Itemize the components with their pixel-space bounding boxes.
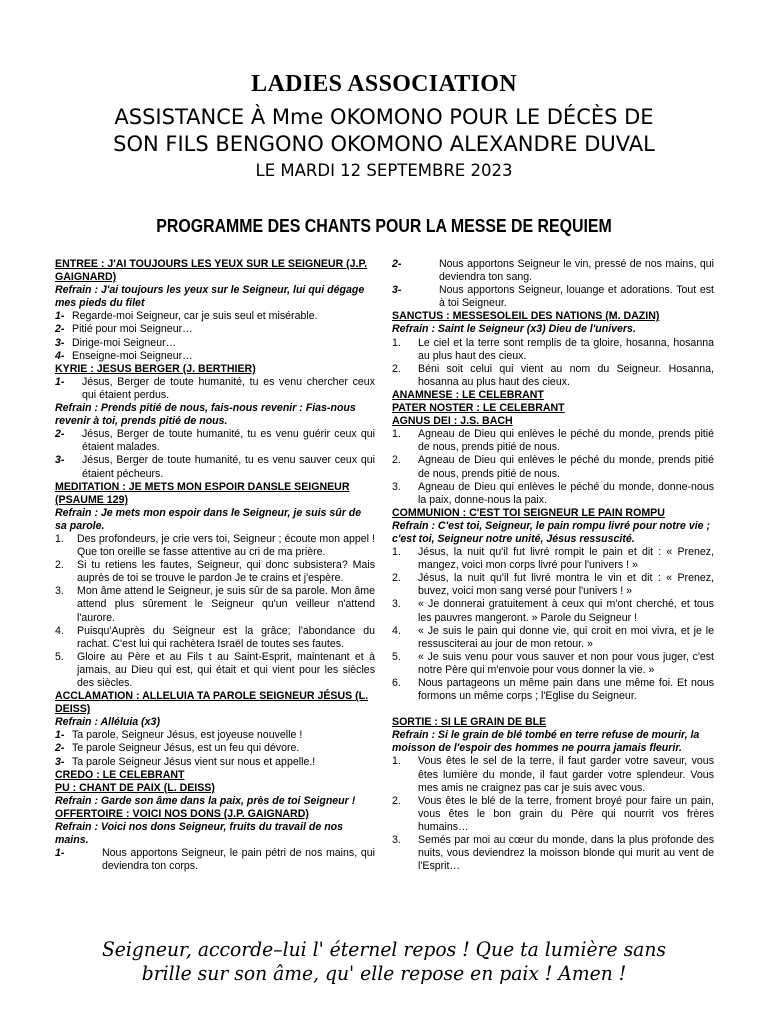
list-item	[55, 454, 375, 480]
item-text: Agneau de Dieu qui enlèves le péché du monde, donne-nous la paix, donne-nous la paix.	[418, 480, 714, 506]
list-item	[392, 337, 714, 363]
item-text: Ta parole Seigneur Jésus vient sur nous et appelle.!	[72, 755, 316, 768]
item-number: 1-	[55, 375, 65, 388]
item-number: 4-	[55, 349, 65, 362]
assistance-line-2: SON FILS BENGONO OKOMONO ALEXANDRE DUVAL	[113, 132, 655, 156]
item-number: 3-	[392, 284, 402, 297]
item-text: Si tu retiens les fautes, Seigneur, qui donc subsistera? Mais auprès de toi se trouve le pardon Je te crains et j'espère.	[77, 559, 375, 585]
item-number: 2-	[55, 742, 65, 755]
section-heading: PU : CHANT DE PAIX (L. DEISS)	[55, 781, 215, 794]
section-heading: MEDITATION : JE METS MON ESPOIR DANSLE SEIGNEUR (PSAUME 129)	[55, 480, 350, 506]
item-number: 3-	[55, 755, 65, 768]
item-text: Jésus, Berger de toute humanité, tu es venu sauver ceux qui étaient pécheurs.	[82, 454, 375, 480]
item-number: 2-	[55, 323, 65, 336]
list-item	[392, 481, 714, 507]
item-number: 1-	[55, 729, 65, 742]
item-text: Agneau de Dieu qui enlèves le péché du monde, prends pitié de nous, prends pitié de nous.	[418, 454, 714, 480]
list-item	[392, 572, 714, 598]
item-number: 2.	[392, 572, 401, 585]
list-item	[55, 625, 375, 651]
item-number: 1-	[55, 310, 65, 323]
item-number: 6.	[392, 677, 401, 689]
item-number: 1.	[392, 336, 401, 349]
list-item	[392, 651, 714, 677]
section-offertoire-continued	[392, 258, 714, 310]
list-item	[392, 834, 714, 873]
section-heading: ENTREE : J'AI TOUJOURS LES YEUX SUR LE SEIGNEUR (J.P. GAIGNARD)	[55, 258, 368, 284]
list-item	[55, 323, 375, 336]
item-text: Mon âme attend le Seigneur, je suis sûr de sa parole. Mon âme attend plus sûrement le Seigneur qu'un veilleur n'attend l'aurore.	[77, 585, 375, 624]
list-item	[55, 847, 375, 873]
item-number: 2.	[392, 794, 401, 807]
section-anamnese-heading: ANAMNESE : LE CELEBRANT	[392, 388, 544, 401]
item-text: Béni soit celui qui vient au nom du Seigneur. Hosanna, hosanna au plus haut des cieux.	[418, 362, 714, 388]
item-text: Nous apportons Seigneur, le pain pétri de nos mains, qui deviendra ton corps.	[102, 847, 375, 873]
section-agnus	[392, 415, 714, 507]
list-item	[392, 546, 714, 572]
item-text: Enseigne-moi Seigneur…	[72, 349, 193, 362]
list-item	[55, 533, 375, 559]
item-text: « Je suis venu pour vous sauver et non pour vous juger, c'est notre Père qui m'envoie pour vous donner la vie. »	[418, 650, 714, 676]
item-number: 3.	[392, 598, 401, 611]
list-item	[392, 363, 714, 389]
item-text: « Je donnerai gratuitement à ceux qui m'ont cherché, et tous les pauvres mangeront. » Parole du Seigneur !	[418, 598, 714, 624]
refrain: Refrain : Je mets mon espoir dans le Seigneur, je suis sûr de sa parole.	[55, 506, 362, 532]
item-number: 1.	[55, 532, 64, 545]
item-text: Nous apportons Seigneur le vin, pressé de nos mains, qui deviendra ton sang.	[439, 258, 714, 284]
item-text: Jésus, la nuit qu'il fut livré rompit le pain et dit : « Prenez, mangez, voici mon corps livré pour l'univers ! »	[418, 546, 714, 572]
list-item	[392, 755, 714, 794]
list-item	[55, 651, 375, 690]
item-text: Dirige-moi Seigneur…	[72, 336, 177, 349]
refrain: Refrain : Garde son âme dans la paix, près de toi Seigneur !	[55, 794, 356, 807]
section-heading: SANCTUS : MESSESOLEIL DES NATIONS (M. DAZIN)	[392, 310, 660, 323]
item-number: 4.	[55, 624, 64, 637]
list-item	[392, 284, 714, 310]
assistance-line-1: ASSISTANCE À Mme OKOMONO POUR LE DÉCÈS DE	[114, 105, 654, 129]
list-item	[55, 756, 375, 769]
list-item	[392, 258, 714, 284]
item-number: 2.	[55, 559, 64, 572]
item-number: 5.	[392, 650, 401, 663]
section-heading: SORTIE : SI LE GRAIN DE BLE	[392, 716, 547, 729]
refrain: Refrain : Prends pitié de nous, fais-nous revenir : Fias-nous revenir à toi, prends pitié de nous.	[55, 402, 356, 428]
list-item	[55, 337, 375, 350]
right-column	[392, 258, 714, 873]
programme-title: PROGRAMME DES CHANTS POUR LA MESSE DE REQUIEM	[156, 215, 612, 236]
item-text: Vous êtes le sel de la terre, il faut garder votre saveur, vous êtes lumière du monde, il faut garder votre splendeur. Vous mes amis ne craignez pas car je suis avec vous.	[418, 755, 714, 794]
section-sortie	[392, 716, 714, 873]
item-text: Regarde-moi Seigneur, car je suis seul et misérable.	[72, 310, 318, 323]
item-number: 4.	[392, 624, 401, 637]
closing-prayer-line-2: brille sur son âme, qu' elle repose en paix ! Amen !	[141, 962, 627, 985]
list-item	[55, 310, 375, 323]
item-text: Gloire au Père et au Fils t au Saint-Esprit, maintenant et à jamais, au Dieu qui est, qui était et qui vient pour les siècles des siècles.	[77, 650, 375, 689]
item-text: Jésus, Berger de toute humanité, tu es venu chercher ceux qui étaient perdus.	[82, 375, 375, 401]
assistance-heading	[0, 104, 768, 158]
refrain: Refrain : Voici nos dons Seigneur, fruits du travail de nos mains.	[55, 821, 344, 847]
item-number: 3.	[392, 480, 401, 493]
item-text: Puisqu'Auprès du Seigneur est la grâce; l'abondance du rachat. C'est lui qui rachètera Israël de toutes ses fautes.	[77, 624, 375, 650]
item-text: Vous êtes le blé de la terre, froment broyé pour faire un pain, vous êtes le bon grain du Père qui nourrit vos frères humains…	[418, 794, 714, 833]
item-number: 3.	[55, 585, 64, 598]
section-heading: KYRIE : JESUS BERGER (J. BERTHIER)	[55, 362, 256, 375]
item-text: Des profondeurs, je crie vers toi, Seigneur ; écoute mon appel ! Que ton oreille se fasse attentive au cri de ma prière.	[77, 532, 375, 559]
section-heading: COMMUNION : C'EST TOI SEIGNEUR LE PAIN ROMPU	[392, 506, 665, 519]
item-text: Ta parole, Seigneur Jésus, est joyeuse nouvelle !	[72, 729, 303, 742]
item-text: Jésus, la nuit qu'il fut livré montra le vin et dit : « Prenez, buvez, voici mon sang versé pour l'univers ! »	[418, 572, 714, 598]
section-meditation	[55, 481, 375, 691]
item-number: 2.	[392, 454, 401, 467]
left-column	[55, 258, 375, 873]
item-text: Jésus, Berger de toute humanité, tu es venu guérir ceux qui étaient malades.	[82, 428, 375, 454]
section-entree	[55, 258, 375, 363]
list-item	[55, 742, 375, 755]
list-item	[392, 625, 714, 651]
spacer	[392, 703, 714, 716]
list-item	[55, 376, 375, 402]
item-number: 2-	[55, 428, 65, 441]
item-text: Agneau de Dieu qui enlèves le péché du monde, prends pitié de nous, prends pitié de nous.	[418, 428, 714, 454]
refrain: Refrain : C'est toi, Seigneur, le pain rompu livré pour notre vie ; c'est toi, Seigneur notre unité, Jésus ressuscité.	[392, 519, 711, 545]
item-number: 1-	[55, 847, 65, 860]
item-number: 3-	[55, 336, 65, 349]
section-credo-heading: CREDO : LE CELEBRANT	[55, 768, 185, 781]
item-text: Te parole Seigneur Jésus, est un feu qui dévore.	[72, 742, 300, 755]
section-offertoire	[55, 808, 375, 873]
list-item	[392, 454, 714, 480]
list-item	[55, 729, 375, 742]
section-pater-heading: PATER NOSTER : LE CELEBRANT	[392, 402, 565, 415]
refrain: Refrain : Saint le Seigneur (x3) Dieu de l'univers.	[392, 323, 636, 336]
item-text: Le ciel et la terre sont remplis de ta gloire, hosanna, hosanna au plus haut des cieux.	[418, 336, 714, 362]
item-number: 5.	[55, 650, 64, 663]
section-heading: AGNUS DEI : J.S. BACH	[392, 415, 513, 428]
list-item	[55, 559, 375, 585]
list-item	[392, 428, 714, 454]
section-kyrie	[55, 363, 375, 481]
list-item	[55, 585, 375, 624]
item-number: 3-	[55, 454, 65, 467]
section-pu	[55, 782, 375, 808]
section-sanctus	[392, 310, 714, 389]
item-number: 2.	[392, 362, 401, 375]
list-item	[392, 677, 714, 703]
item-number: 1.	[392, 428, 401, 441]
item-text: Nous apportons Seigneur, louange et adorations. Tout est à toi Seigneur.	[439, 284, 714, 310]
list-item	[392, 598, 714, 624]
list-item	[55, 350, 375, 363]
association-title: LADIES ASSOCIATION	[251, 71, 517, 97]
refrain: Refrain : Alléluia (x3)	[55, 716, 160, 729]
item-number: 3.	[392, 834, 401, 847]
event-date: LE MARDI 12 SEPTEMBRE 2023	[255, 161, 513, 180]
closing-prayer	[15, 938, 752, 986]
list-item	[392, 795, 714, 834]
item-number: 2-	[392, 258, 402, 270]
list-item	[55, 428, 375, 454]
item-number: 1.	[392, 546, 401, 559]
section-communion	[392, 507, 714, 703]
section-heading: ACCLAMATION : ALLELUIA TA PAROLE SEIGNEUR JÉSUS (L. DEISS)	[55, 690, 369, 716]
item-text: Nous partageons un même pain dans une même foi. Et nous formons un même corps ; l'Eglise du Seigneur.	[418, 677, 714, 703]
item-text: Semés par moi au cœur du monde, dans la plus profonde des nuits, vous deviendrez la moisson blonde qui murit au vent de l'Esprit…	[418, 834, 714, 873]
refrain: Refrain : Si le grain de blé tombé en terre refuse de mourir, la moisson de l'espoir des hommes ne pourra jamais fleurir.	[392, 729, 700, 755]
item-text: « Je suis le pain qui donne vie, qui croit en moi vivra, et je le ressusciterai au jour de mon retour. »	[418, 624, 714, 650]
section-heading: OFFERTOIRE : VOICI NOS DONS (J.P. GAIGNARD)	[55, 807, 309, 820]
section-acclamation	[55, 690, 375, 769]
closing-prayer-line-1: Seigneur, accorde–lui l' éternel repos ! Que ta lumière sans	[101, 938, 667, 961]
refrain: Refrain : J'ai toujours les yeux sur le Seigneur, lui qui dégage mes pieds du filet	[55, 284, 365, 310]
item-number: 1.	[392, 755, 401, 768]
item-text: Pitié pour moi Seigneur…	[72, 323, 193, 336]
